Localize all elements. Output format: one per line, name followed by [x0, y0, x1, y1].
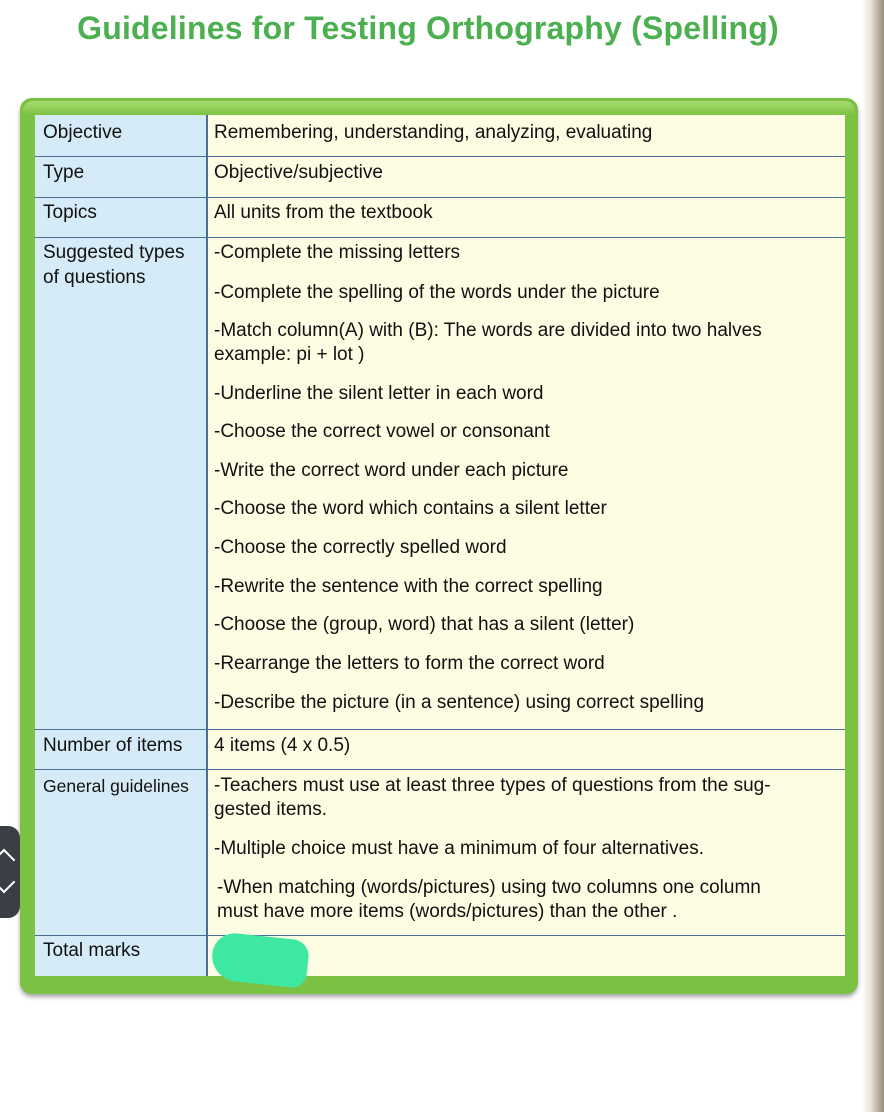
suggested-item: -Describe the picture (in a sentence) using correct spelling: [214, 692, 705, 713]
chevron-up-icon: [0, 849, 15, 872]
topics-value: All units from the textbook: [214, 202, 433, 223]
row-divider: [35, 237, 845, 238]
general-guideline-item: -Teachers must use at least three types of questions from the sug-: [214, 775, 771, 796]
number-of-items-value: 4 items (4 x 0.5): [214, 735, 351, 756]
page-title: Guidelines for Testing Orthography (Spelling): [77, 10, 779, 46]
row-divider: [35, 769, 845, 770]
suggested-item: -Complete the missing letters: [214, 242, 461, 263]
page-nav-tab[interactable]: [0, 826, 20, 918]
number-of-items-label: Number of items: [43, 735, 183, 756]
suggested-item: -Choose the word which contains a silent letter: [214, 498, 607, 519]
type-value: Objective/subjective: [214, 162, 383, 183]
column-divider: [206, 115, 208, 976]
row-divider: [35, 729, 845, 730]
suggested-item: -Choose the correct vowel or consonant: [214, 421, 550, 442]
row-divider: [35, 156, 845, 157]
suggested-label-line2: of questions: [43, 267, 146, 288]
suggested-label-line1: Suggested types: [43, 242, 185, 263]
suggested-item: -Choose the correctly spelled word: [214, 537, 507, 558]
suggested-item: -Rearrange the letters to form the correct word: [214, 653, 605, 674]
general-guideline-item: gested items.: [214, 799, 327, 820]
general-guideline-item: -When matching (words/pictures) using two columns one column: [217, 877, 761, 898]
suggested-item: -Complete the spelling of the words under the picture: [214, 282, 660, 303]
total-marks-label: Total marks: [43, 940, 141, 961]
general-guideline-item: must have more items (words/pictures) than the other .: [217, 901, 678, 922]
suggested-item: example: pi + lot ): [214, 344, 365, 365]
topics-label: Topics: [43, 202, 97, 223]
row-divider: [35, 197, 845, 198]
row-divider: [35, 935, 845, 936]
suggested-item: -Rewrite the sentence with the correct spelling: [214, 576, 603, 597]
suggested-item: -Write the correct word under each picture: [214, 460, 569, 481]
chevron-down-icon: [0, 871, 15, 894]
objective-label: Objective: [43, 122, 123, 143]
suggested-item: -Choose the (group, word) that has a silent (letter): [214, 614, 635, 635]
general-guidelines-label: General guidelines: [43, 776, 189, 796]
suggested-item: -Underline the silent letter in each word: [214, 383, 544, 404]
suggested-item: -Match column(A) with (B): The words are divided into two halves: [214, 320, 762, 341]
objective-value: Remembering, understanding, analyzing, evaluating: [214, 122, 653, 143]
general-guideline-item: -Multiple choice must have a minimum of four alternatives.: [214, 838, 704, 859]
page-edge-shadow: [862, 0, 884, 1112]
type-label: Type: [43, 162, 85, 183]
